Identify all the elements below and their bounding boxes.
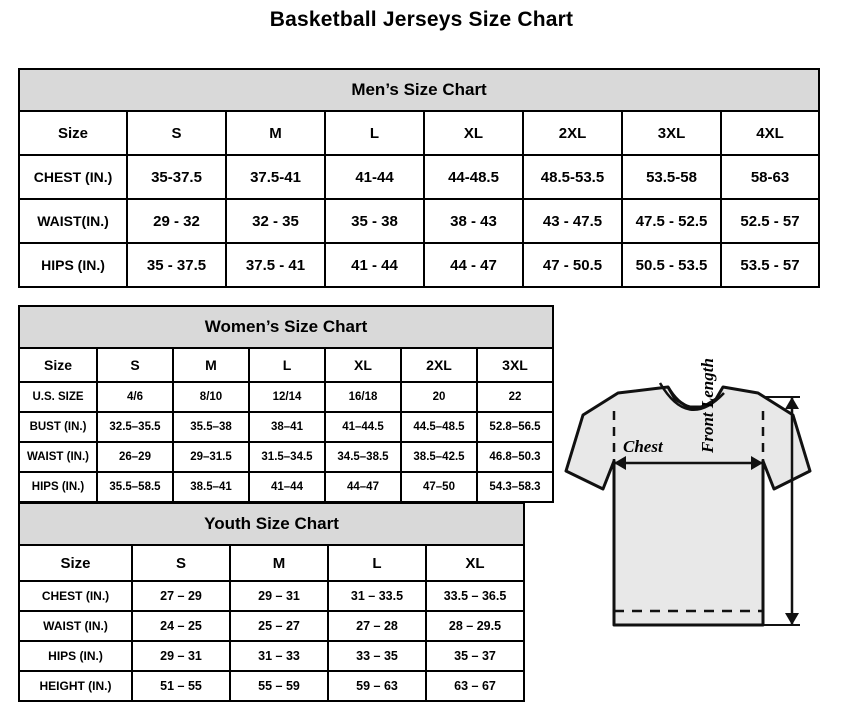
- table-caption-row: [19, 69, 819, 111]
- column-header-s: S: [97, 348, 173, 382]
- cell: 48.5-53.5: [523, 155, 622, 199]
- jersey-icon: [548, 353, 838, 673]
- cell: 31 – 33.5: [328, 581, 426, 611]
- cell: 31.5–34.5: [249, 442, 325, 472]
- cell: 24 – 25: [132, 611, 230, 641]
- cell: 31 – 33: [230, 641, 328, 671]
- cell: 29 – 31: [132, 641, 230, 671]
- page-title: Basketball Jerseys Size Chart: [269, 8, 574, 31]
- table-row: [19, 243, 819, 287]
- table-row: [19, 155, 819, 199]
- cell: 44.5–48.5: [401, 412, 477, 442]
- youth-chart-caption: Youth Size Chart: [19, 503, 524, 545]
- womens-chart-caption: Women’s Size Chart: [19, 306, 553, 348]
- chest-measure-label: Chest: [623, 437, 663, 456]
- cell: 20: [401, 382, 477, 412]
- cell: 33 – 35: [328, 641, 426, 671]
- cell: 41 - 44: [325, 243, 424, 287]
- cell: 41–44.5: [325, 412, 401, 442]
- table-row: [19, 412, 553, 442]
- cell: 46.8–50.3: [477, 442, 553, 472]
- table-caption-row: [19, 503, 524, 545]
- front-length-measure-label: Front Length: [698, 358, 717, 453]
- row-label-waist: WAIST(IN.): [19, 199, 127, 243]
- table-row: [19, 199, 819, 243]
- column-header-2xl: 2XL: [523, 111, 622, 155]
- row-label-bust: BUST (IN.): [19, 412, 97, 442]
- cell: 26–29: [97, 442, 173, 472]
- column-header-s: S: [132, 545, 230, 581]
- table-row: [19, 581, 524, 611]
- column-header-3xl: 3XL: [477, 348, 553, 382]
- row-label-hips: HIPS (IN.): [19, 641, 132, 671]
- cell: 27 – 28: [328, 611, 426, 641]
- table-row: [19, 382, 553, 412]
- cell: 4/6: [97, 382, 173, 412]
- table-row: [19, 442, 553, 472]
- cell: 47 - 50.5: [523, 243, 622, 287]
- table-caption-row: [19, 306, 553, 348]
- row-label-us-size: U.S. SIZE: [19, 382, 97, 412]
- cell: 32.5–35.5: [97, 412, 173, 442]
- column-header-size: Size: [19, 348, 97, 382]
- cell: 52.5 - 57: [721, 199, 819, 243]
- column-header-m: M: [173, 348, 249, 382]
- row-label-waist: WAIST (IN.): [19, 442, 97, 472]
- cell: 38 - 43: [424, 199, 523, 243]
- cell: 8/10: [173, 382, 249, 412]
- cell: 29–31.5: [173, 442, 249, 472]
- cell: 50.5 - 53.5: [622, 243, 721, 287]
- cell: 47.5 - 52.5: [622, 199, 721, 243]
- cell: 16/18: [325, 382, 401, 412]
- column-header-size: Size: [19, 545, 132, 581]
- cell: 32 - 35: [226, 199, 325, 243]
- table-row: [19, 472, 553, 502]
- cell: 63 – 67: [426, 671, 524, 701]
- youth-size-chart: [18, 502, 525, 702]
- row-label-height: HEIGHT (IN.): [19, 671, 132, 701]
- womens-size-chart: [18, 305, 554, 503]
- column-header-3xl: 3XL: [622, 111, 721, 155]
- table-header-row: [19, 111, 819, 155]
- row-label-waist: WAIST (IN.): [19, 611, 132, 641]
- cell: 12/14: [249, 382, 325, 412]
- column-header-m: M: [230, 545, 328, 581]
- cell: 43 - 47.5: [523, 199, 622, 243]
- column-header-l: L: [325, 111, 424, 155]
- cell: 41–44: [249, 472, 325, 502]
- row-label-hips: HIPS (IN.): [19, 472, 97, 502]
- cell: 22: [477, 382, 553, 412]
- cell: 38.5–41: [173, 472, 249, 502]
- column-header-4xl: 4XL: [721, 111, 819, 155]
- row-label-chest: CHEST (IN.): [19, 581, 132, 611]
- cell: 37.5-41: [226, 155, 325, 199]
- cell: 44–47: [325, 472, 401, 502]
- cell: 54.3–58.3: [477, 472, 553, 502]
- cell: 35 - 37.5: [127, 243, 226, 287]
- cell: 35-37.5: [127, 155, 226, 199]
- cell: 35 - 38: [325, 199, 424, 243]
- cell: 53.5 - 57: [721, 243, 819, 287]
- column-header-2xl: 2XL: [401, 348, 477, 382]
- mens-size-chart: [18, 68, 820, 288]
- cell: 41-44: [325, 155, 424, 199]
- cell: 35 – 37: [426, 641, 524, 671]
- cell: 47–50: [401, 472, 477, 502]
- column-header-l: L: [328, 545, 426, 581]
- column-header-xl: XL: [424, 111, 523, 155]
- cell: 29 – 31: [230, 581, 328, 611]
- cell: 35.5–38: [173, 412, 249, 442]
- cell: 53.5-58: [622, 155, 721, 199]
- cell: 37.5 - 41: [226, 243, 325, 287]
- row-label-hips: HIPS (IN.): [19, 243, 127, 287]
- cell: 59 – 63: [328, 671, 426, 701]
- cell: 25 – 27: [230, 611, 328, 641]
- table-row: [19, 611, 524, 641]
- cell: 28 – 29.5: [426, 611, 524, 641]
- cell: 55 – 59: [230, 671, 328, 701]
- cell: 58-63: [721, 155, 819, 199]
- cell: 27 – 29: [132, 581, 230, 611]
- column-header-xl: XL: [426, 545, 524, 581]
- row-label-chest: CHEST (IN.): [19, 155, 127, 199]
- column-header-size: Size: [19, 111, 127, 155]
- table-row: [19, 671, 524, 701]
- cell: 38.5–42.5: [401, 442, 477, 472]
- column-header-s: S: [127, 111, 226, 155]
- cell: 44-48.5: [424, 155, 523, 199]
- column-header-m: M: [226, 111, 325, 155]
- cell: 33.5 – 36.5: [426, 581, 524, 611]
- mens-chart-caption: Men’s Size Chart: [19, 69, 819, 111]
- cell: 44 - 47: [424, 243, 523, 287]
- cell: 51 – 55: [132, 671, 230, 701]
- table-row: [19, 641, 524, 671]
- cell: 35.5–58.5: [97, 472, 173, 502]
- cell: 29 - 32: [127, 199, 226, 243]
- column-header-xl: XL: [325, 348, 401, 382]
- column-header-l: L: [249, 348, 325, 382]
- cell: 52.8–56.5: [477, 412, 553, 442]
- cell: 38–41: [249, 412, 325, 442]
- table-header-row: [19, 545, 524, 581]
- cell: 34.5–38.5: [325, 442, 401, 472]
- table-header-row: [19, 348, 553, 382]
- jersey-measurement-diagram: [548, 353, 838, 673]
